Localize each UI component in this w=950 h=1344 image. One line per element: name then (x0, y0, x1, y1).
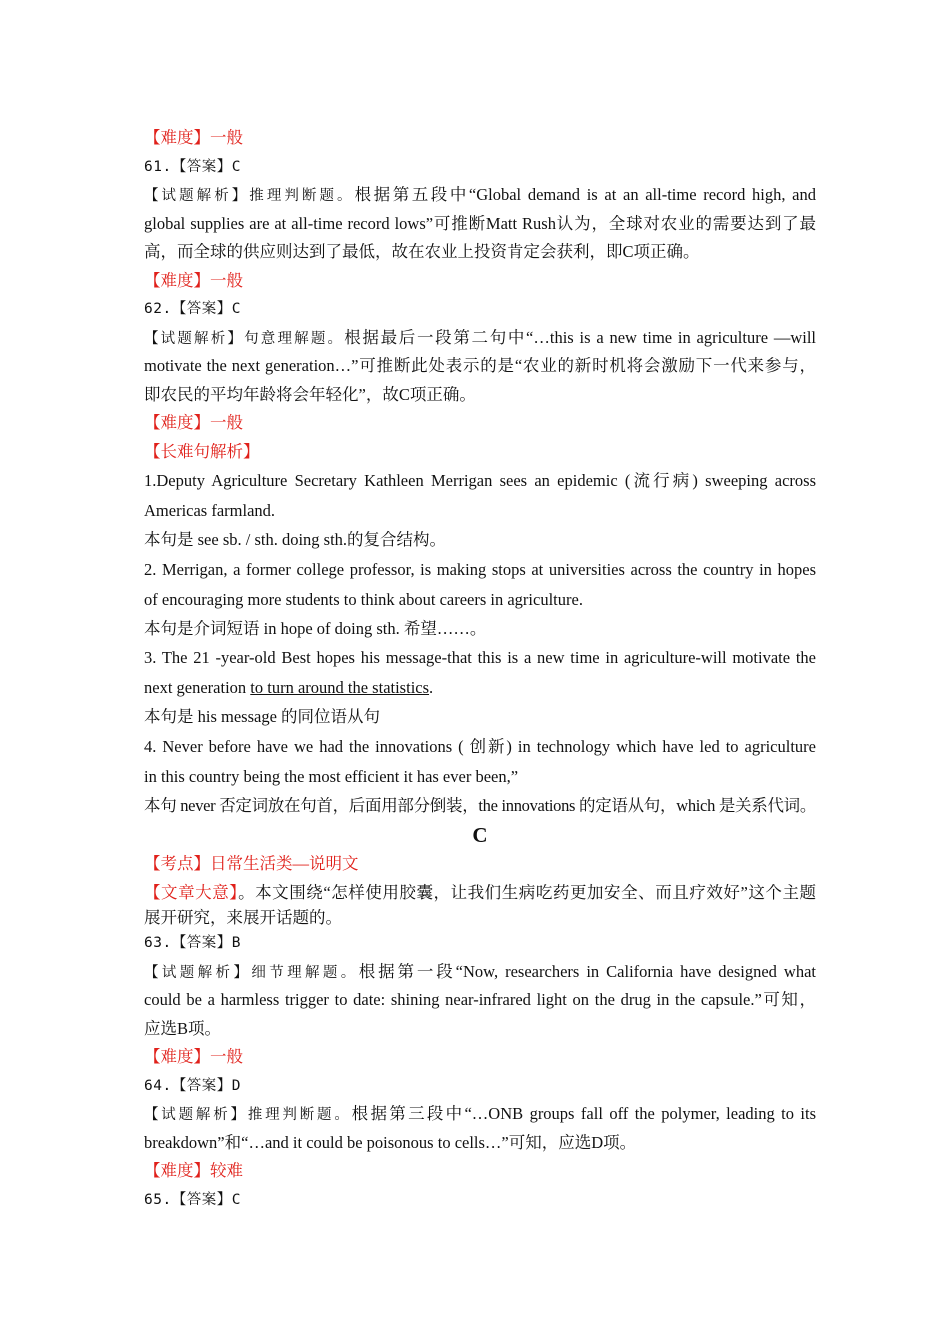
analysis-line: 应选B项。 (144, 1018, 222, 1038)
answer-line-63 (144, 929, 816, 958)
document-page (144, 124, 816, 1214)
difficulty-line (144, 1157, 816, 1186)
answer-value: B (231, 935, 241, 951)
analysis-tag: 【试题解析】推理判断题。 (144, 1107, 352, 1123)
difficulty-line (144, 1043, 816, 1072)
sentence-1-line1: 1.Deputy Agriculture Secretary Kathleen Merrigan sees an epidemic (流行病) sweeping across (144, 471, 816, 490)
sentence-2-line1: 2. Merrigan, a former college professor, is making stops at universities across the country in hopes (144, 559, 816, 579)
analysis-line (144, 1100, 816, 1129)
analysis-line: motivate the next generation…”可推断此处表示的是“农业的新时机将会激励下一代来参与， (144, 356, 816, 375)
difficulty-line (144, 409, 816, 438)
difficulty-value: 一般 (210, 1047, 243, 1066)
difficulty-label: 【难度】 (144, 270, 210, 290)
sentence-text: next generation (144, 678, 251, 697)
difficulty-value: 较难 (210, 1161, 243, 1180)
sentence-2-line2: of encouraging more students to think about careers in agriculture. (144, 589, 583, 609)
analysis-tag: 【试题解析】细节理解题。 (144, 964, 359, 981)
analysis-tag: 【试题解析】推理判断题。 (144, 188, 355, 204)
difficulty-line (144, 124, 816, 153)
analysis-line (144, 324, 816, 353)
analysis-text: 根据最后一段第二句中“…this is a new time in agriculture —will (344, 327, 816, 347)
underlined-phrase: to turn around the statistics (250, 678, 430, 697)
answer-prefix: 61.【答案】 (144, 158, 232, 175)
summary-line (144, 879, 816, 908)
answer-value: D (231, 1077, 241, 1094)
analysis-line: 即农民的平均年龄将会年轻化”，故C项正确。 (144, 384, 476, 404)
summary-line: 展开研究，来展开话题的。 (144, 908, 342, 927)
topic-line (144, 850, 816, 879)
analysis-line: breakdown”和“…and it could be poisonous to cells…”可知，应选D项。 (144, 1132, 637, 1152)
answer-line-61 (144, 153, 816, 182)
analysis-line (144, 181, 816, 210)
analysis-text: 根据第一段“Now, researchers in California have designed what (358, 961, 816, 981)
answer-line-65 (144, 1186, 816, 1215)
section-c-heading: C (472, 823, 488, 847)
analysis-line: 高，而全球的供应则达到了最低，故在农业上投资肯定会获利，即C项正确。 (144, 242, 700, 261)
long-sentence-heading: 【长难句解析】 (144, 441, 260, 461)
difficulty-line (144, 267, 816, 296)
sentence-1-note: 本句是 see sb. / sth. doing sth.的复合结构。 (144, 530, 447, 549)
difficulty-label: 【难度】 (144, 413, 210, 432)
analysis-line (144, 958, 816, 987)
sentence-3-note: 本句是 his message 的同位语从句 (144, 707, 381, 726)
answer-value: C (231, 158, 241, 175)
analysis-line: global supplies are at all-time record lows”可推断Matt Rush认为，全球对农业的需要达到了最 (144, 213, 816, 233)
sentence-4-note: 本句 never 否定词放在句首，后面用部分倒装，the innovations 的定语从句，which 是关系代词。 (144, 795, 817, 815)
difficulty-value: 一般 (210, 413, 243, 432)
analysis-text: 根据第三段中“…ONB groups fall off the polymer, leading to its (351, 1104, 817, 1123)
difficulty-label: 【难度】 (144, 1161, 210, 1180)
sentence-4-line1: 4. Never before have we had the innovations ( 创新) in technology which have led to agriculture (144, 736, 816, 756)
summary-text: 。本文围绕“怎样使用胶囊，让我们生病吃药更加安全、而且疗效好”这个主题 (238, 882, 817, 902)
answer-line-62 (144, 295, 816, 324)
difficulty-value: 一般 (210, 270, 243, 290)
topic-value: 日常生活类—说明文 (210, 854, 359, 873)
topic-label: 【考点】 (144, 854, 210, 873)
difficulty-label: 【难度】 (144, 128, 210, 147)
answer-prefix: 65.【答案】 (144, 1191, 232, 1208)
answer-value: C (231, 1191, 241, 1208)
analysis-tag: 【试题解析】句意理解题。 (144, 330, 345, 347)
analysis-line: could be a harmless trigger to date: shining near-infrared light on the drug in the capsule.”可知， (144, 990, 816, 1009)
sentence-2-note: 本句是介词短语 in hope of doing sth. 希望……。 (144, 618, 487, 638)
sentence-1-line2: Americas farmland. (144, 501, 276, 520)
sentence-text: . (429, 678, 434, 697)
sentence-3-line1: 3. The 21 -year-old Best hopes his message-that this is a new time in agriculture-will motivate the (144, 648, 816, 667)
answer-prefix: 64.【答案】 (144, 1077, 232, 1094)
sentence-4-line2: in this country being the most efficient it has ever been,” (144, 766, 519, 786)
answer-value: C (231, 301, 241, 317)
analysis-text: 根据第五段中“Global demand is at an all-time record high, and (354, 185, 816, 204)
answer-prefix: 62.【答案】 (144, 301, 232, 317)
answer-line-64 (144, 1072, 816, 1101)
sentence-3-line2 (144, 673, 816, 703)
difficulty-label: 【难度】 (144, 1047, 210, 1066)
summary-label: 【文章大意】 (144, 882, 239, 902)
difficulty-value: 一般 (210, 128, 243, 147)
answer-prefix: 63.【答案】 (144, 935, 232, 951)
